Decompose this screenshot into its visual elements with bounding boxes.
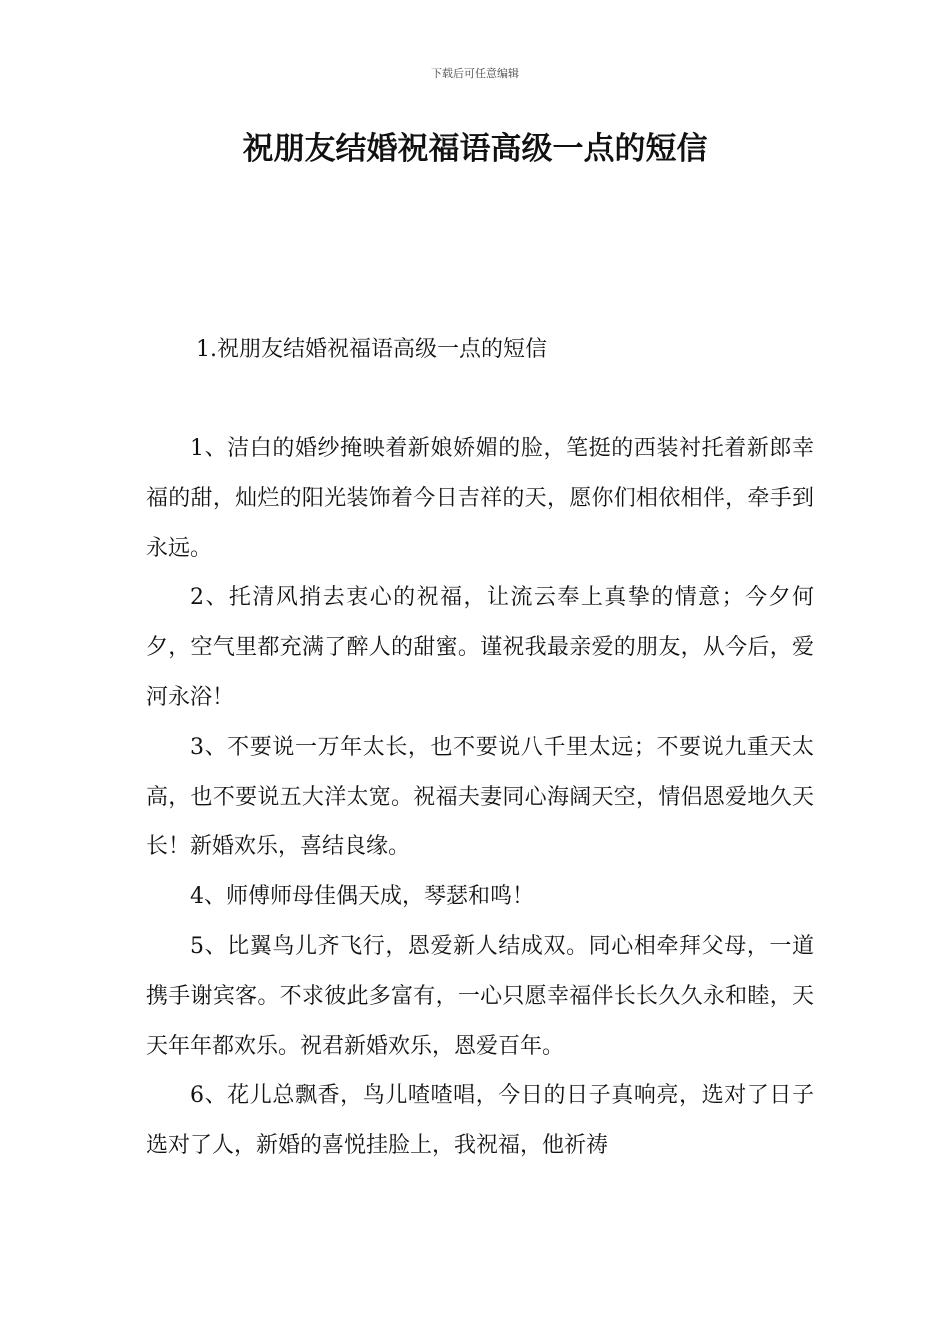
paragraph-6: 6、花儿总飘香，鸟儿喳喳唱，今日的日子真响亮，选对了日子选对了人，新婚的喜悦挂脸上，我祝福，他祈祷 [146, 1083, 814, 1159]
paragraph-3: 3、不要说一万年太长，也不要说八千里太远；不要说九重天太高，也不要说五大洋太宽。祝福夫妻同心海阔天空，情侣恩爱地久天长！新婚欢乐，喜结良缘。 [146, 734, 814, 860]
section-heading: 1.祝朋友结婚祝福语高级一点的短信 [196, 337, 547, 362]
paragraph-1: 1、洁白的婚纱掩映着新娘娇媚的脸，笔挺的西装衬托着新郎幸福的甜，灿烂的阳光装饰着今日吉祥的天，愿你们相依相伴，牵手到永远。 [146, 436, 814, 561]
header-note: 下载后可任意编辑 [431, 67, 519, 80]
paragraph-5: 5、比翼鸟儿齐飞行，恩爱新人结成双。同心相牵拜父母，一道携手谢宾客。不求彼此多富有，一心只愿幸福伴长长久久永和睦，天天年年都欢乐。祝君新婚欢乐，恩爱百年。 [146, 933, 814, 1059]
paragraph-4: 4、师傅师母佳偶天成，琴瑟和鸣！ [190, 884, 534, 910]
document-title: 祝朋友结婚祝福语高级一点的短信 [242, 131, 708, 167]
document-body [146, 424, 814, 1171]
paragraph-2: 2、托清风捎去衷心的祝福，让流云奉上真挚的情意；今夕何夕，空气里都充满了醉人的甜蜜。谨祝我最亲爱的朋友，从今后，爱河永浴！ [146, 585, 814, 710]
